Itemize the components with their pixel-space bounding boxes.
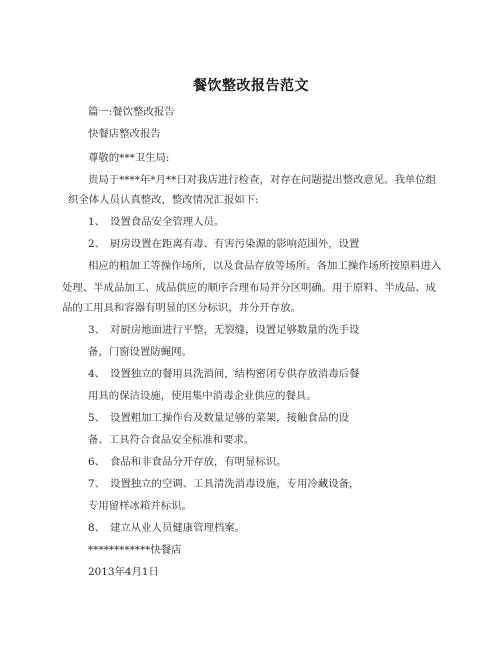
item-continuation: 用具的保洁设施，使用集中消毒企业供应的餐具。 [88, 390, 317, 402]
item-continuation: 品的工用具和容器有明显的区分标识，并分开存放。 [62, 302, 301, 314]
item-continuation: 专用留样冰箱并标识。 [88, 500, 192, 512]
item-text: 设置独立的空调、工具清洗消毒设施，专用冷藏设备， [110, 478, 360, 490]
date: 2013年4月1日 [88, 566, 159, 578]
item-number: 5、 [88, 412, 106, 424]
item-text: 设置粗加工操作台及数量足够的菜架，接触食品的设 [110, 412, 349, 424]
item-text: 设置独立的餐用具洗消间，结构密闭专供存放消毒后餐 [110, 368, 360, 380]
item-number: 4、 [88, 368, 106, 380]
item-text: 建立从业人员健康管理档案。 [110, 522, 246, 534]
list-item [88, 477, 359, 491]
heading-1: 篇一:餐饮整改报告 [88, 106, 175, 118]
list-item [88, 215, 224, 229]
signature: ************快餐店 [88, 544, 182, 556]
intro-line-1: 贵局于****年*月**日对我店进行检查，对存在问题提出整改意见。我单位组 [88, 174, 437, 186]
list-item [88, 237, 359, 251]
item-number: 8、 [88, 522, 106, 534]
list-item [88, 455, 287, 469]
item-continuation: 备，门窗设置防蝇网。 [88, 346, 192, 358]
item-number: 1、 [88, 216, 106, 228]
item-continuation: 备、工具符合食品安全标准和要求。 [88, 434, 255, 446]
item-number: 3、 [88, 324, 106, 336]
item-text: 对厨房地面进行平整，无裂缝，设置足够数量的洗手设 [110, 324, 360, 336]
list-item [88, 323, 359, 337]
item-number: 2、 [88, 238, 106, 250]
item-continuation: 相应的粗加工等操作场所，以及食品存放等场所。各加工操作场所按原料进入 [88, 260, 442, 272]
heading-2: 快餐店整改报告 [88, 128, 161, 140]
list-item [88, 521, 245, 535]
item-text: 设置食品安全管理人员。 [110, 216, 225, 228]
item-number: 6、 [88, 456, 106, 468]
document-title: 餐饮整改报告范文 [193, 78, 309, 94]
intro-line-2: 织全体人员认真整改，整改情况汇报如下: [68, 194, 259, 206]
item-text: 食品和非食品分开存放，有明显标识。 [110, 456, 287, 468]
list-item [88, 411, 349, 425]
salutation: 尊敬的***卫生局: [88, 152, 170, 164]
item-continuation: 处理、半成品加工、成品供应的顺序合理布局并分区明确。用于原料、半成品、成 [62, 282, 437, 294]
item-text: 厨房设置在距离有毒、有害污染源的影响范围外，设置 [110, 238, 360, 250]
list-item [88, 367, 359, 381]
item-number: 7、 [88, 478, 106, 490]
